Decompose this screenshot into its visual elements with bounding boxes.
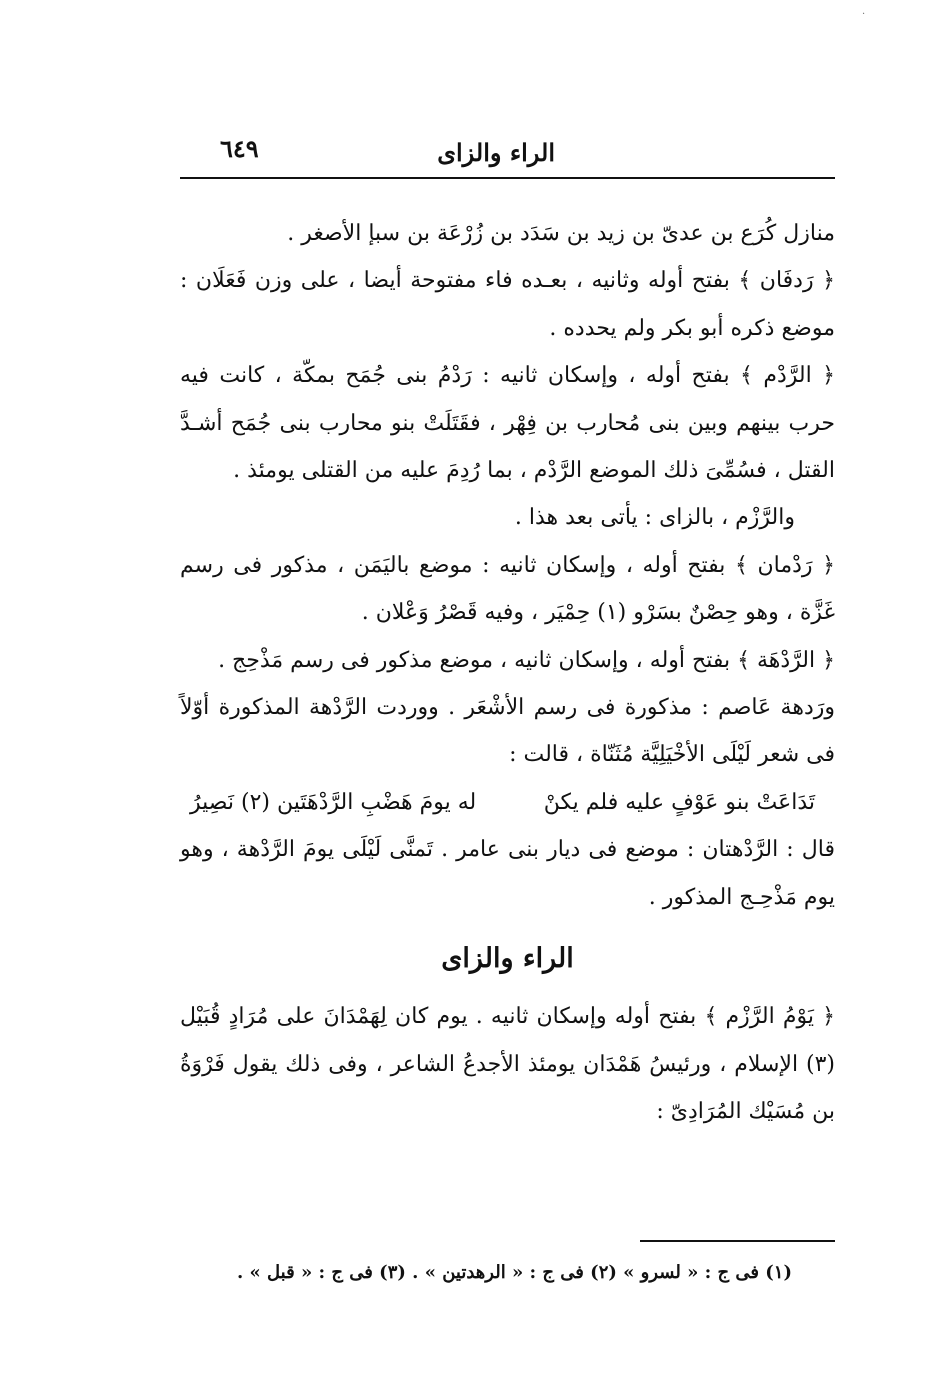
entry-al-radha: ﴿ الرَّدْهَة ﴾ بفتح أوله ، وإسكان ثانيه ، موضع مذكور فى رسم مَذْحِج . [218,647,835,673]
page-number: ٦٤٩ [220,134,259,163]
margin-mark: · [862,9,866,20]
verse-commentary: قال : الرَّدْهتان : موضع فى ديار بنى عامر . تَمنَّى لَيْلَى يومَ الرَّدْهة ، وهو يوم مَذْحِـج المذكور . [180,837,835,910]
entry-radman: ﴿ رَدْمان ﴾ بفتح أوله ، وإسكان ثانيه : موضع باليَمَن ، مذكور فى رسم غَزَّة ، وهو حِصْنٌ بسَرْو (١) حِمْيَر ، وفيه قَصْرُ وَعْلان . [180,552,835,626]
verse-second-hemistich: له يومَ هَضْبِ الرَّدْهَتَين (٢) نَصِيرُ [190,789,477,815]
page-body [180,210,835,1135]
footnote-rule [640,1240,835,1242]
entry-al-radm: ﴿ الرَّدْم ﴾ بفتح أوله ، وإسكان ثانيه : رَدْمُ بنى جُمَح بمكّة ، كانت فيه حرب بينهم وبين بنى مُحارب بن فِهْر ، فقَتَلَتْ بنو محارب بنى جُمَح أشـدَّ القتل ، فسُمِّىَ ذلك الموضع الرَّدْم ، بما رُدِمَ عليه من القتلى يومئذ . [180,363,835,484]
cross-reference-note: والرَّزْم ، بالزاى : يأتى بعد هذا . [514,505,795,531]
footnotes: (١) فى ج : « لسرو » (٢) فى ج : « الرهدتين » . (٣) فى ج : « قبل » . [237,1262,792,1283]
page-header [180,128,835,172]
running-title: الراء والزاى [437,138,555,167]
entry-paragraph: منازل كُرَع بن عدىّ بن زيد بن سَدَد بن زُرْعَة بن سبإ الأصغر . [287,221,835,246]
entry-yawm-al-razm: ﴿ يَوْمُ الرَّزْم ﴾ بفتح أوله وإسكان ثانيه . يوم كان لِهَمْدَانَ على مُرَادٍ قُبَيْل (٣) الإسلام ، ورئيسُ هَمْدَان يومئذ الأجدعُ الشاعر ، وفى ذلك يقول فَرْوَةُ بن مُسَيْك المُرَادِىّ : [180,1004,835,1124]
verse-first-hemistich: تَدَاعَتْ بنو عَوْفٍ عليه فلم يكنْ [543,789,815,815]
section-title: الراء والزاى [441,943,574,975]
poem-verse [180,779,835,826]
header-rule [180,177,835,179]
entry-radfan: ﴿ رَدفَان ﴾ بفتح أوله وثانيه ، بعـده فاء مفتوحة أيضا ، على وزن فَعَلَان : موضع ذكره أبو بكر ولم يحدده . [180,268,835,341]
entry-radhat-asim: ورَدهة عَاصم : مذكورة فى رسم الأشْعَر . ووردت الرَّدْهة المذكورة أوّلاً فى شعر لَيْلَى الأخْيَلِيَّة مُثَنّاة ، قالت : [180,695,835,768]
